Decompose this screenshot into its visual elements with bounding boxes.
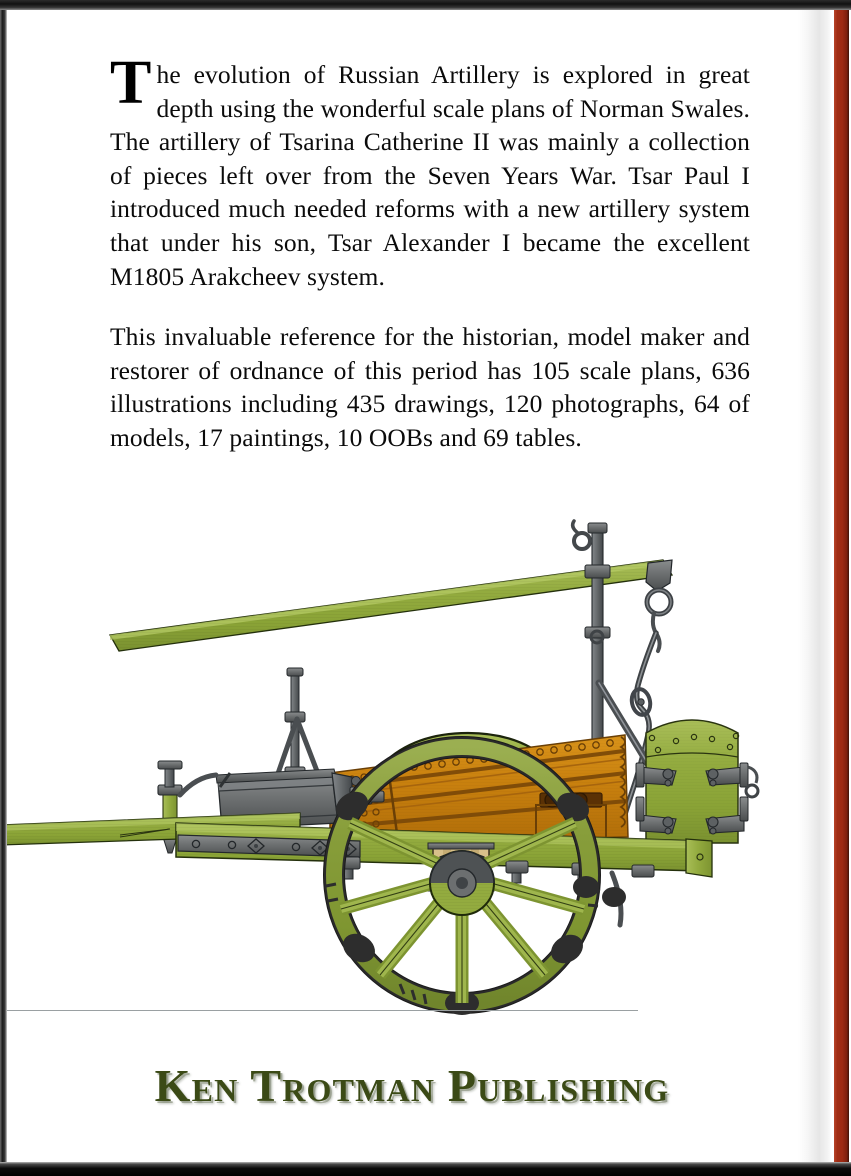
box-hinge-upper-left: [640, 767, 676, 786]
box-hinge-lower-left: [640, 815, 676, 834]
blurb-paragraph-1: [110, 49, 750, 293]
scan-edge-top: [0, 0, 851, 10]
green-ammunition-box: [636, 720, 758, 843]
scan-edge-bottom: [0, 1162, 851, 1176]
box-hinge-lower-right: [706, 815, 744, 834]
drop-cap-letter: T: [110, 49, 152, 117]
artillery-limber-illustration: [0, 505, 800, 1025]
scan-edge-left: [0, 8, 7, 1168]
wheel-hub: [430, 851, 494, 915]
box-hinge-upper-right: [706, 767, 744, 786]
cover-gutter: [798, 6, 832, 1168]
back-cover-blurb: [110, 49, 750, 455]
book-spine-color-strip: [834, 6, 849, 1168]
blurb-paragraph-1-text: he evolution of Russian Artillery is explored in great depth using the wonderful scale plans of Norman Swales. The artillery of Tsarina Catherine II was mainly a collection of pieces left over from the Seven Years War. Tsar Paul I introduced much needed reforms with a new artillery system that under his son, Tsar Alexander I became the excellent M1805 Arakcheev system.: [110, 60, 750, 291]
ground-line: [2, 1010, 638, 1011]
publisher-name: Ken Trotman Publishing: [154, 1060, 670, 1111]
lifting-hook: [646, 560, 672, 651]
blurb-paragraph-2: This invaluable reference for the historian, model maker and restorer of ordnance of this period has 105 scale plans, 636 illustrations including 435 drawings, 120 photographs, 64 of models, 17 paintings, 10 OOBs and 69 tables.: [110, 322, 750, 452]
publisher-imprint: [0, 1058, 824, 1114]
